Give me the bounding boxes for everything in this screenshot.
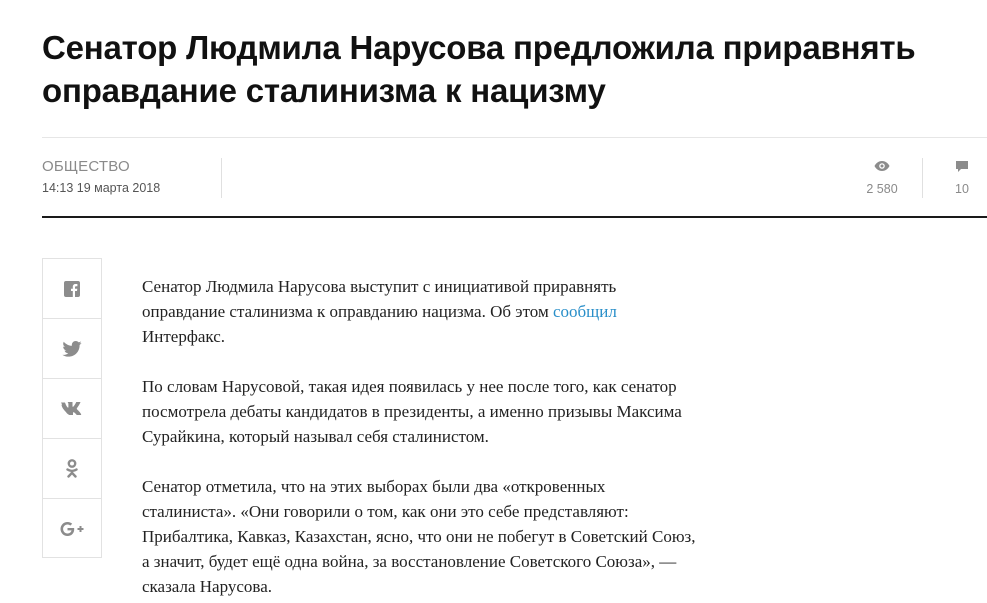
meta-divider	[922, 158, 923, 198]
text-line	[142, 299, 802, 324]
share-odnoklassniki-button[interactable]	[43, 439, 101, 499]
views-count: 2 580	[866, 182, 898, 196]
headline-line-1: Сенатор Людмила Нарусова предложила приравнять	[42, 29, 916, 66]
meta-bottom-rule	[42, 216, 987, 218]
text-line: Сенатор отметила, что на этих выборах были два «откровенных	[142, 477, 606, 496]
share-facebook-button[interactable]	[43, 259, 101, 319]
text-line: Интерфакс.	[142, 327, 226, 346]
header-divider	[42, 137, 987, 138]
paragraph	[142, 474, 802, 599]
article-body	[142, 274, 802, 603]
facebook-icon	[64, 281, 80, 297]
share-vk-button[interactable]	[43, 379, 101, 439]
source-link[interactable]: сообщил	[552, 302, 617, 321]
publish-date: 14:13 19 марта 2018	[42, 181, 161, 195]
eye-icon	[860, 160, 904, 176]
vk-icon	[61, 402, 83, 415]
share-panel	[42, 258, 102, 558]
text-line: сказала Нарусова.	[142, 577, 273, 596]
comments-count: 10	[955, 182, 969, 196]
views-counter	[860, 160, 904, 196]
text-line: Сенатор Людмила Нарусова выступит с инициативой приравнять	[142, 277, 617, 296]
twitter-icon	[62, 341, 82, 357]
text-fragment: оправдание сталинизма к оправданию нацизма. Об этом	[142, 302, 553, 321]
paragraph	[142, 374, 802, 449]
share-google-plus-button[interactable]	[43, 499, 101, 559]
text-line: По словам Нарусовой, такая идея появилась у нее после того, как сенатор	[142, 377, 677, 396]
comments-counter[interactable]	[946, 160, 978, 196]
comment-icon	[946, 160, 978, 176]
headline-line-2: оправдание сталинизма к нацизму	[42, 72, 606, 109]
text-line: сталиниста». «Они говорили о том, как они это себе представляют:	[142, 502, 629, 521]
paragraph	[142, 274, 802, 349]
google-plus-icon	[60, 522, 84, 536]
odnoklassniki-icon	[66, 459, 78, 478]
text-line: Прибалтика, Кавказ, Казахстан, ясно, что они не побегут в Советский Союз,	[142, 527, 696, 546]
text-line: Сурайкина, который называл себя сталинистом.	[142, 427, 489, 446]
text-line: посмотрела дебаты кандидатов в президенты, а именно призывы Максима	[142, 402, 682, 421]
share-twitter-button[interactable]	[43, 319, 101, 379]
article-headline	[42, 26, 987, 112]
rubric-link[interactable]: ОБЩЕСТВО	[42, 158, 130, 175]
meta-divider	[221, 158, 222, 198]
text-line: а значит, будет ещё одна война, за восстановление Советского Союза», —	[142, 552, 677, 571]
